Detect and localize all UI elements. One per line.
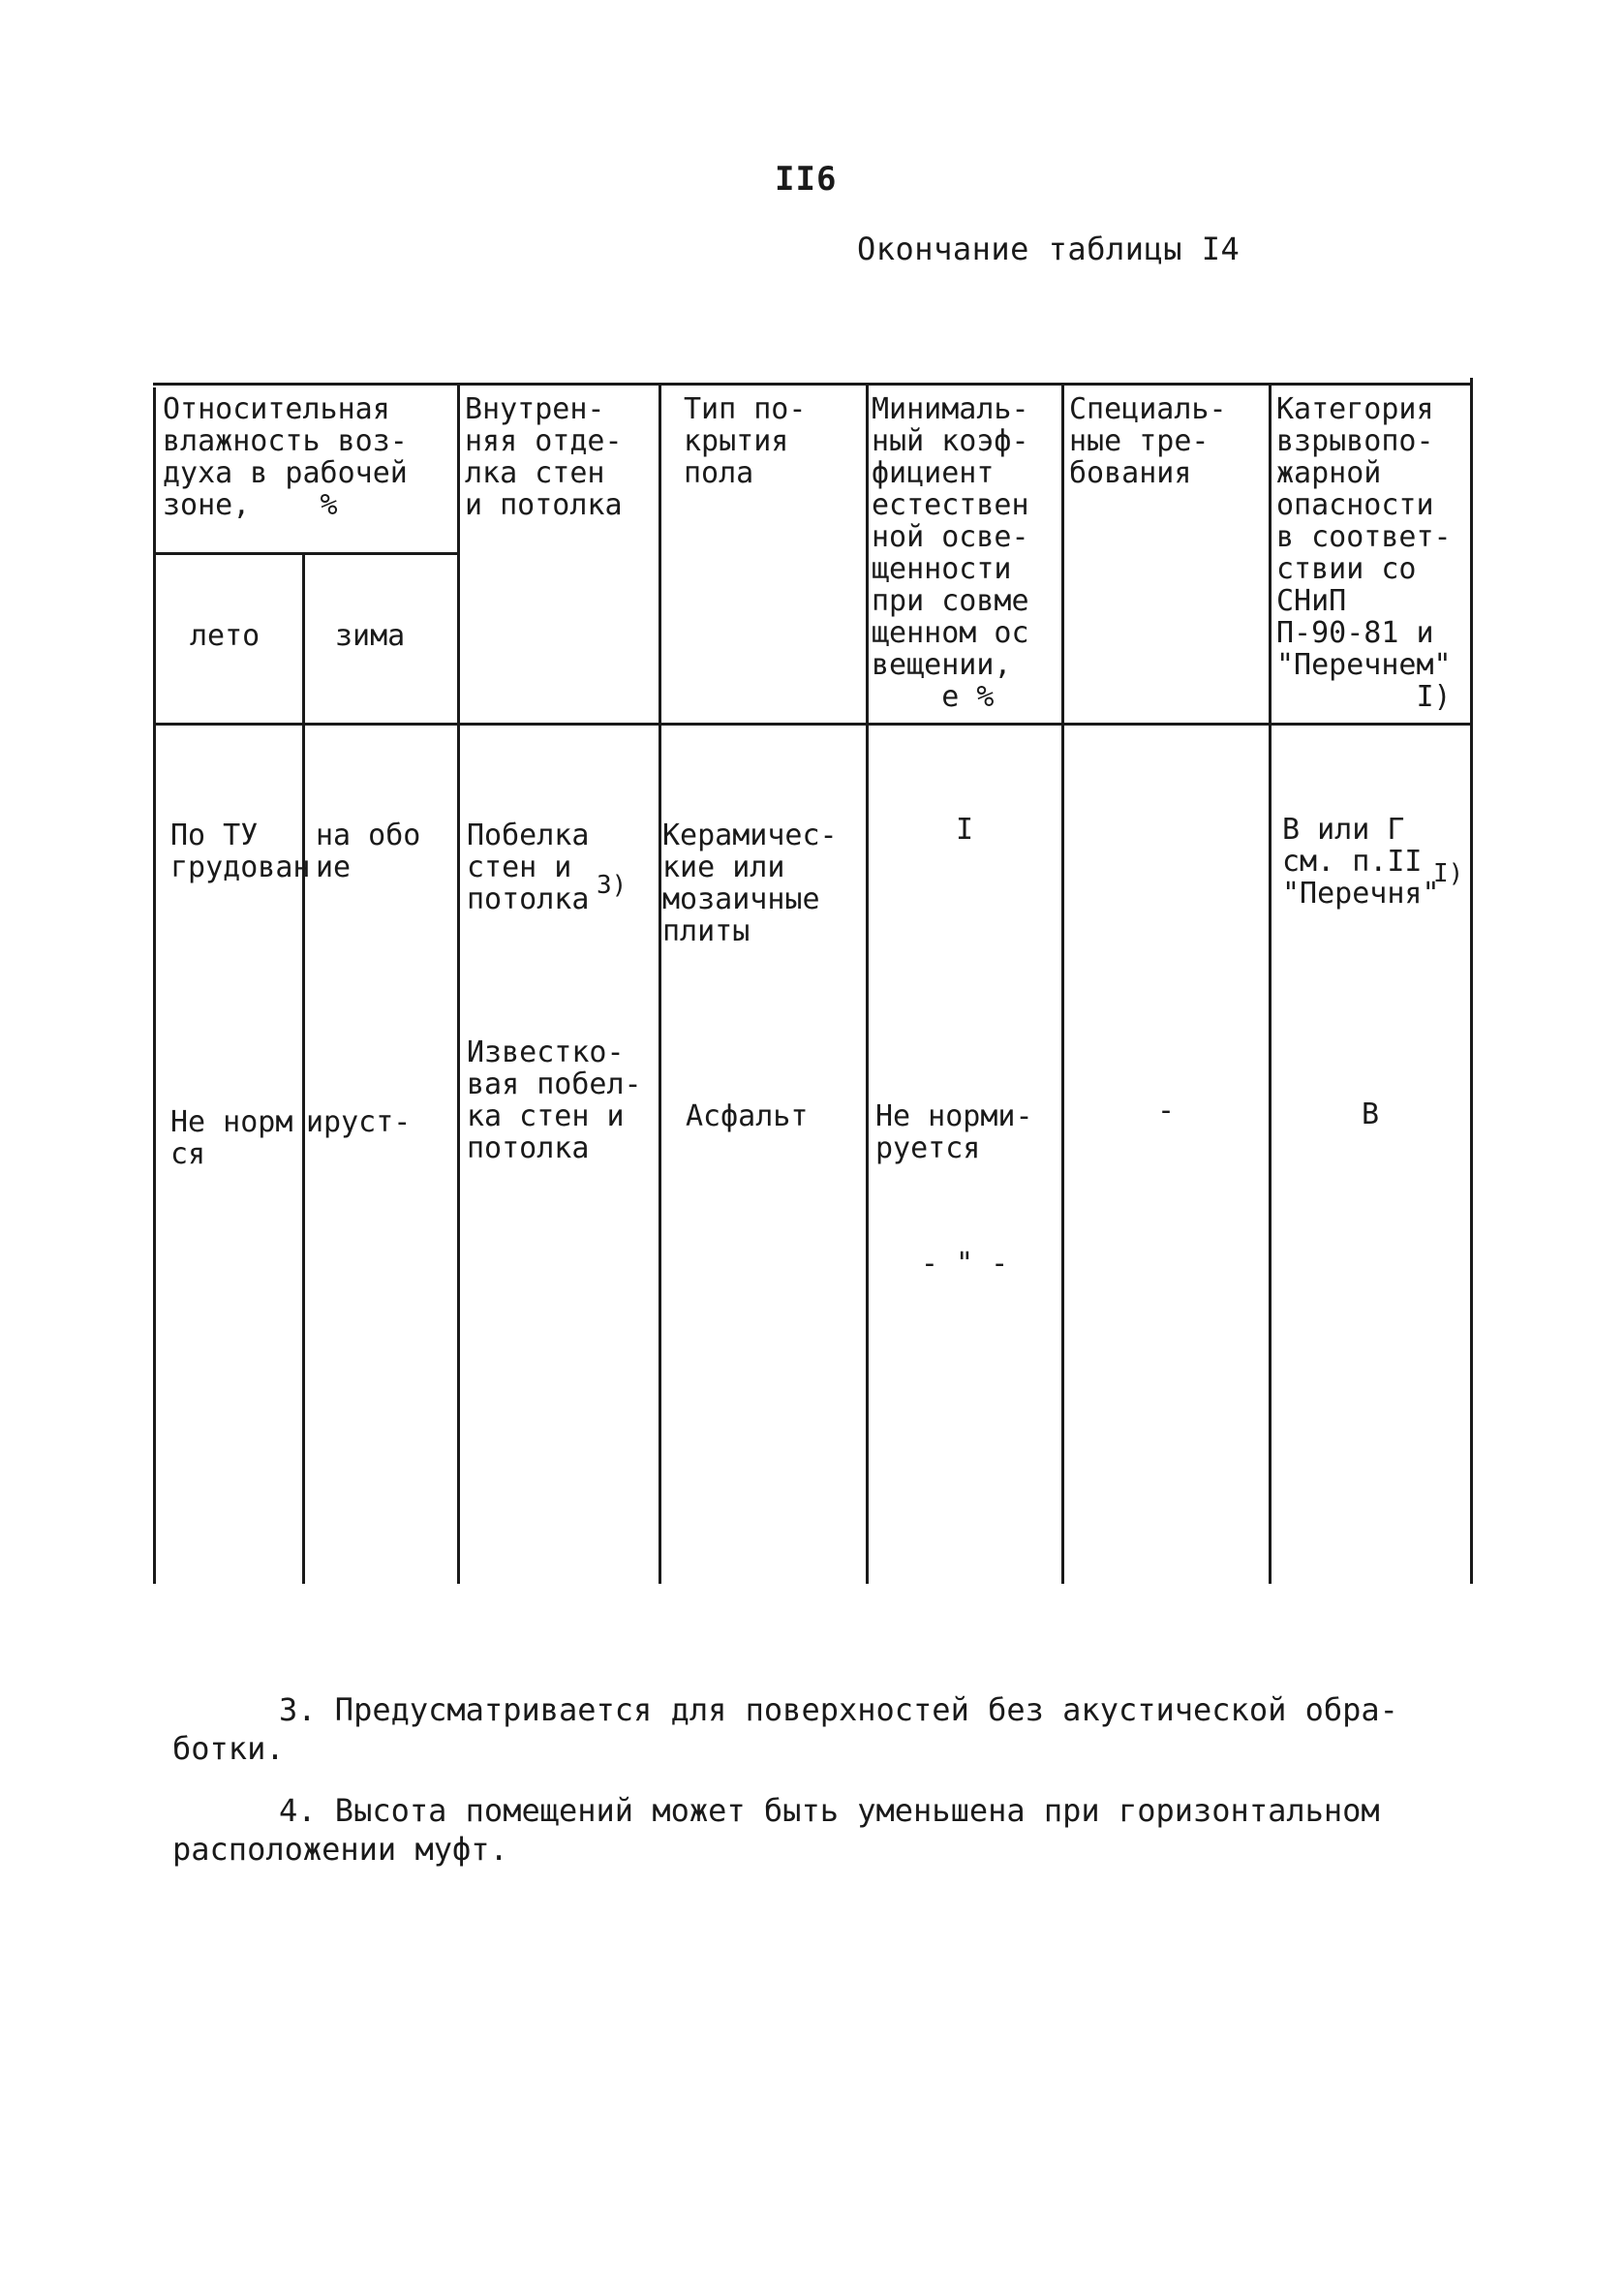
header-winter: зима <box>335 619 406 653</box>
row1-floor-type: Керамичес- кие или мозаичные плиты <box>662 819 838 948</box>
row2-summer: Не норм ся <box>170 1105 293 1171</box>
header-floor-type: Тип по- крытия пола <box>684 392 807 490</box>
header-bottom-divider <box>153 723 1472 726</box>
header-light-coefficient: Минималь- ный коэф- фициент естествен ной осве- щенности при совме щенном ос вещении, е % <box>872 392 1029 714</box>
column-divider-humidity-finish <box>457 383 460 1584</box>
table-border-top <box>153 383 1472 386</box>
column-divider-finish-floor <box>659 383 661 1584</box>
column-divider-special-category <box>1269 383 1272 1584</box>
column-divider-summer-winter <box>302 554 305 1584</box>
row1-summer: По ТУ грудован <box>170 819 311 884</box>
header-humidity: Относительная влажность воз- духа в рабочей зоне, % <box>163 392 408 522</box>
table-caption: Окончание таблицы I4 <box>857 231 1241 267</box>
header-wall-finish: Внутрен- няя отде- лка стен и потолка <box>465 392 623 522</box>
row2-light-coefficient: Не норми- руется <box>875 1099 1033 1165</box>
row1-fire-category: В или Г см. п.II "Перечня" <box>1282 813 1440 911</box>
footnote-4 <box>172 1791 1460 1869</box>
row2-wall-finish: Известко- вая побел- ка стен и потолка <box>467 1036 642 1165</box>
row2-floor-type: Асфальт <box>686 1099 809 1133</box>
header-sub-divider <box>153 552 459 555</box>
row2-winter: ируст- <box>306 1105 412 1139</box>
row1-fire-category-footnote: I) <box>1433 859 1464 888</box>
row1-wall-finish-footnote: 3) <box>597 871 628 900</box>
page-number: II6 <box>775 160 838 199</box>
ditto-mark: - " - <box>920 1247 1009 1281</box>
footnote-4-text: 4. Высота помещений может быть уменьшена при горизонтальном расположении муфт. <box>172 1792 1380 1868</box>
table-border-right <box>1470 378 1473 1584</box>
row1-winter: на обо ие <box>316 819 421 884</box>
row2-fire-category: В <box>1361 1098 1380 1131</box>
row2-special-requirements: - <box>1156 1094 1176 1128</box>
column-divider-light-special <box>1061 383 1064 1584</box>
data-table <box>153 378 1472 1584</box>
footnote-3-text: 3. Предусматривается для поверхностей без акустической обра- ботки. <box>172 1691 1398 1767</box>
column-divider-floor-light <box>866 383 869 1584</box>
header-fire-category: Категория взрывопо- жарной опасности в соответ- ствии со СНиП П-90-81 и "Перечнем" I) <box>1276 392 1452 714</box>
row1-light-coefficient: I <box>955 813 974 847</box>
row1-wall-finish: Побелка стен и потолка <box>467 819 590 916</box>
footnote-3 <box>172 1690 1460 1768</box>
header-special-requirements: Специаль- ные тре- бования <box>1069 392 1227 490</box>
footnotes <box>172 1690 1460 1892</box>
header-summer: лето <box>190 619 260 653</box>
table-border-left <box>153 387 156 1584</box>
